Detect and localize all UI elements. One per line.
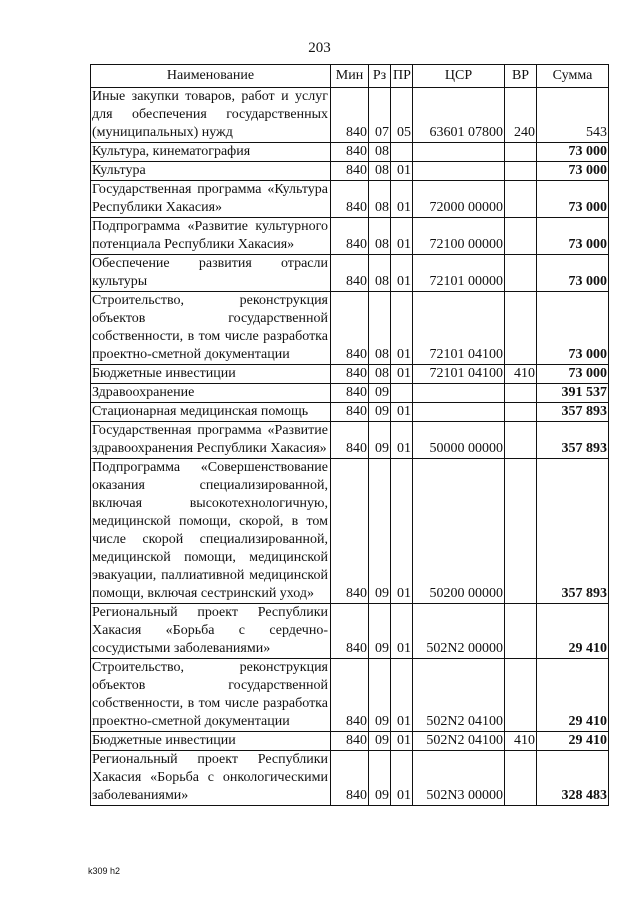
table-row xyxy=(91,255,609,292)
cell-min: 840 xyxy=(331,751,369,806)
table-row xyxy=(91,292,609,365)
cell-name: Строительство, реконструкция объектов государственной собственности, в том числе разработка проектно-сметной документации xyxy=(91,292,331,365)
cell-pr: 01 xyxy=(391,292,413,365)
cell-vr: 410 xyxy=(505,365,537,384)
cell-pr: 01 xyxy=(391,403,413,422)
cell-sum: 73 000 xyxy=(537,181,609,218)
cell-name: Культура xyxy=(91,162,331,181)
cell-pr: 01 xyxy=(391,732,413,751)
cell-vr: 410 xyxy=(505,732,537,751)
cell-csr: 50000 00000 xyxy=(413,422,505,459)
cell-csr xyxy=(413,403,505,422)
cell-pr: 05 xyxy=(391,88,413,143)
cell-csr xyxy=(413,162,505,181)
cell-csr xyxy=(413,384,505,403)
cell-rz: 09 xyxy=(369,459,391,604)
cell-min: 840 xyxy=(331,732,369,751)
table-row xyxy=(91,751,609,806)
cell-name: Подпрограмма «Развитие культурного потенциала Республики Хакасия» xyxy=(91,218,331,255)
cell-name: Обеспечение развития отрасли культуры xyxy=(91,255,331,292)
cell-name: Здравоохранение xyxy=(91,384,331,403)
cell-min: 840 xyxy=(331,292,369,365)
cell-pr: 01 xyxy=(391,422,413,459)
cell-name: Государственная программа «Культура Республики Хакасия» xyxy=(91,181,331,218)
cell-sum: 29 410 xyxy=(537,604,609,659)
cell-sum: 543 xyxy=(537,88,609,143)
cell-name: Государственная программа «Развитие здравоохранения Республики Хакасия» xyxy=(91,422,331,459)
cell-sum: 357 893 xyxy=(537,459,609,604)
table-row xyxy=(91,162,609,181)
cell-min: 840 xyxy=(331,403,369,422)
cell-sum: 73 000 xyxy=(537,162,609,181)
cell-vr xyxy=(505,292,537,365)
table-row xyxy=(91,88,609,143)
cell-name: Бюджетные инвестиции xyxy=(91,365,331,384)
cell-csr xyxy=(413,143,505,162)
cell-min: 840 xyxy=(331,459,369,604)
footer-code: k309 h2 xyxy=(88,866,121,876)
table-row xyxy=(91,459,609,604)
cell-min: 840 xyxy=(331,218,369,255)
cell-name: Подпрограмма «Совершенствование оказания специализированной, включая высокотехнологичную, медицинской помощи, скорой, в том числе скорой специализированной, медицинской помощи, медицинской эвакуации, паллиативной медицинской помощи, включая сестринский уход» xyxy=(91,459,331,604)
cell-vr xyxy=(505,255,537,292)
cell-csr: 502N2 00000 xyxy=(413,604,505,659)
cell-min: 840 xyxy=(331,422,369,459)
cell-rz: 09 xyxy=(369,403,391,422)
table-body xyxy=(91,88,609,806)
cell-min: 840 xyxy=(331,162,369,181)
cell-csr: 72100 00000 xyxy=(413,218,505,255)
cell-vr xyxy=(505,604,537,659)
cell-csr: 72101 04100 xyxy=(413,292,505,365)
table-row xyxy=(91,181,609,218)
cell-min: 840 xyxy=(331,384,369,403)
cell-name: Региональный проект Республики Хакасия «Борьба с сердечно-сосудистыми заболеваниями» xyxy=(91,604,331,659)
cell-csr: 72101 04100 xyxy=(413,365,505,384)
cell-pr: 01 xyxy=(391,604,413,659)
header-vr: ВР xyxy=(505,65,537,88)
cell-vr xyxy=(505,422,537,459)
cell-vr: 240 xyxy=(505,88,537,143)
cell-pr: 01 xyxy=(391,162,413,181)
cell-sum: 29 410 xyxy=(537,732,609,751)
table-row xyxy=(91,143,609,162)
cell-rz: 08 xyxy=(369,143,391,162)
cell-vr xyxy=(505,659,537,732)
cell-vr xyxy=(505,181,537,218)
header-sum: Сумма xyxy=(537,65,609,88)
cell-vr xyxy=(505,459,537,604)
cell-name: Региональный проект Республики Хакасия «Борьба с онкологическими заболеваниями» xyxy=(91,751,331,806)
cell-rz: 09 xyxy=(369,604,391,659)
cell-rz: 09 xyxy=(369,659,391,732)
header-min: Мин xyxy=(331,65,369,88)
cell-sum: 328 483 xyxy=(537,751,609,806)
cell-vr xyxy=(505,751,537,806)
table-row xyxy=(91,403,609,422)
cell-rz: 08 xyxy=(369,162,391,181)
cell-rz: 07 xyxy=(369,88,391,143)
cell-vr xyxy=(505,218,537,255)
cell-sum: 73 000 xyxy=(537,255,609,292)
cell-min: 840 xyxy=(331,255,369,292)
cell-vr xyxy=(505,403,537,422)
cell-csr: 502N2 04100 xyxy=(413,659,505,732)
cell-csr: 502N3 00000 xyxy=(413,751,505,806)
cell-csr: 72101 00000 xyxy=(413,255,505,292)
table-row xyxy=(91,422,609,459)
cell-vr xyxy=(505,143,537,162)
cell-rz: 09 xyxy=(369,384,391,403)
cell-pr xyxy=(391,143,413,162)
cell-vr xyxy=(505,384,537,403)
cell-pr: 01 xyxy=(391,365,413,384)
cell-rz: 08 xyxy=(369,292,391,365)
cell-pr: 01 xyxy=(391,255,413,292)
cell-rz: 09 xyxy=(369,732,391,751)
cell-rz: 08 xyxy=(369,181,391,218)
cell-name: Стационарная медицинская помощь xyxy=(91,403,331,422)
table-row xyxy=(91,604,609,659)
cell-min: 840 xyxy=(331,365,369,384)
cell-pr: 01 xyxy=(391,218,413,255)
cell-sum: 357 893 xyxy=(537,422,609,459)
cell-sum: 73 000 xyxy=(537,365,609,384)
cell-rz: 09 xyxy=(369,422,391,459)
cell-sum: 357 893 xyxy=(537,403,609,422)
table-row xyxy=(91,365,609,384)
budget-table xyxy=(90,64,609,806)
cell-sum: 73 000 xyxy=(537,218,609,255)
cell-name: Культура, кинематография xyxy=(91,143,331,162)
cell-csr: 63601 07800 xyxy=(413,88,505,143)
table-row xyxy=(91,384,609,403)
cell-min: 840 xyxy=(331,143,369,162)
cell-csr: 72000 00000 xyxy=(413,181,505,218)
cell-name: Иные закупки товаров, работ и услуг для обеспечения государственных (муниципальных) нужд xyxy=(91,88,331,143)
cell-min: 840 xyxy=(331,181,369,218)
cell-sum: 73 000 xyxy=(537,143,609,162)
cell-csr: 50200 00000 xyxy=(413,459,505,604)
cell-pr xyxy=(391,384,413,403)
cell-pr: 01 xyxy=(391,181,413,218)
cell-min: 840 xyxy=(331,604,369,659)
header-rz: Рз xyxy=(369,65,391,88)
cell-csr: 502N2 04100 xyxy=(413,732,505,751)
cell-sum: 29 410 xyxy=(537,659,609,732)
cell-rz: 08 xyxy=(369,365,391,384)
cell-rz: 08 xyxy=(369,218,391,255)
header-name: Наименование xyxy=(91,65,331,88)
table-row xyxy=(91,659,609,732)
cell-rz: 09 xyxy=(369,751,391,806)
table-row xyxy=(91,218,609,255)
cell-pr: 01 xyxy=(391,459,413,604)
cell-pr: 01 xyxy=(391,659,413,732)
header-pr: ПР xyxy=(391,65,413,88)
cell-rz: 08 xyxy=(369,255,391,292)
cell-vr xyxy=(505,162,537,181)
cell-pr: 01 xyxy=(391,751,413,806)
table-header-row xyxy=(91,65,609,88)
header-csr: ЦСР xyxy=(413,65,505,88)
cell-sum: 391 537 xyxy=(537,384,609,403)
cell-name: Бюджетные инвестиции xyxy=(91,732,331,751)
cell-sum: 73 000 xyxy=(537,292,609,365)
cell-min: 840 xyxy=(331,88,369,143)
cell-min: 840 xyxy=(331,659,369,732)
table-row xyxy=(91,732,609,751)
cell-name: Строительство, реконструкция объектов государственной собственности, в том числе разработка проектно-сметной документации xyxy=(91,659,331,732)
page-number: 203 xyxy=(308,40,331,56)
